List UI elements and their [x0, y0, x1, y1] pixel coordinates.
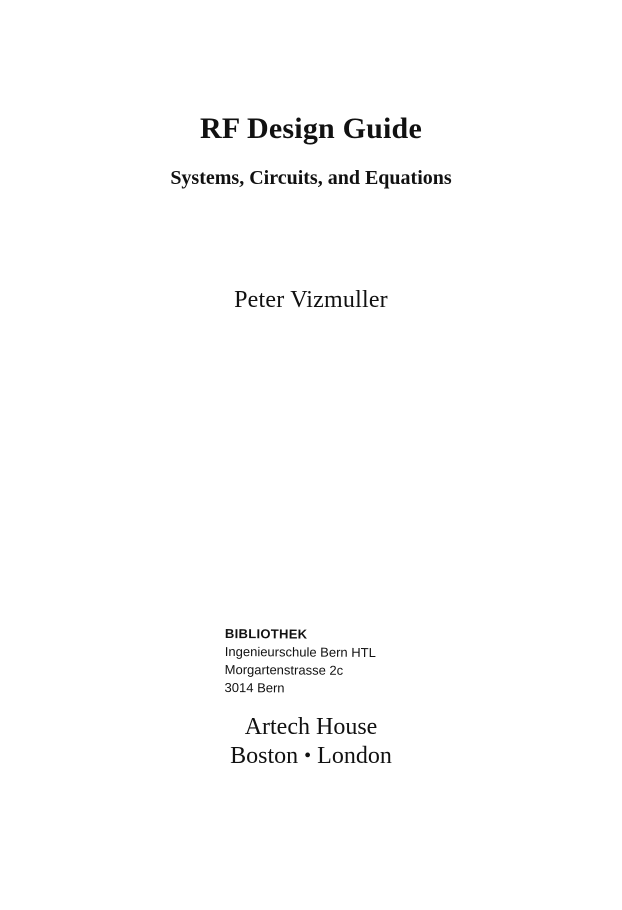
- book-title: RF Design Guide: [200, 112, 422, 145]
- publisher-name: Artech House: [244, 714, 378, 740]
- author-name: Peter Vizmuller: [234, 287, 388, 313]
- publisher-city-boston: Boston: [230, 743, 299, 769]
- stamp-line-street: Morgartenstrasse 2c: [224, 661, 344, 678]
- book-subtitle: Systems, Circuits, and Equations: [170, 167, 452, 189]
- publisher-cities: [0, 742, 622, 771]
- library-stamp: [224, 625, 376, 698]
- publisher-city-london: London: [317, 743, 392, 769]
- stamp-heading: BIBLIOTHEK: [224, 626, 308, 642]
- stamp-line-school: Ingenieurschule Bern HTL: [224, 643, 376, 661]
- stamp-line-city: 3014 Bern: [224, 679, 285, 696]
- publisher-block: [0, 713, 622, 771]
- bullet-separator: •: [304, 745, 312, 767]
